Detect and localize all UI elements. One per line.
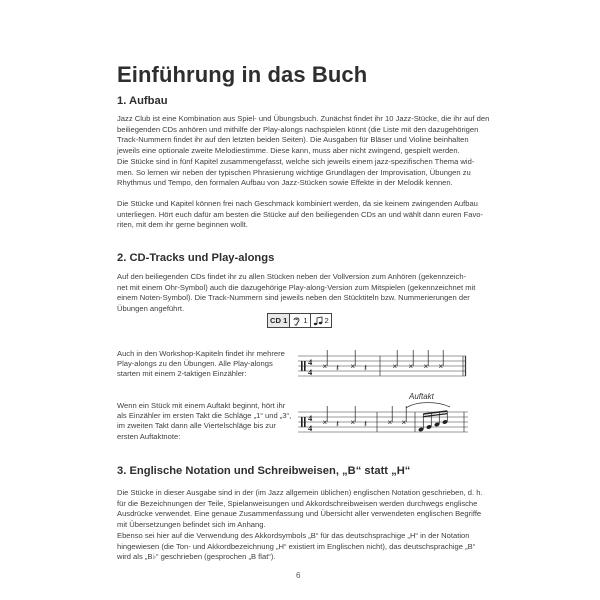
text-line: mit Übersetzungen befindet sich im Anhang. [117, 520, 266, 530]
text-line: als Einzähler im ersten Takt die Schläge „1“ und „3“, [117, 411, 292, 421]
cd-label: CD 1 [268, 314, 290, 327]
svg-text:×: × [322, 362, 328, 371]
svg-text:×: × [438, 362, 444, 371]
svg-text:4: 4 [308, 413, 313, 423]
count-in-staff [298, 344, 468, 384]
paragraph-notation [117, 488, 487, 563]
time-signature [308, 357, 313, 377]
svg-text:×: × [387, 418, 393, 427]
svg-text:×: × [322, 418, 328, 427]
playalong-track-number: 2 [324, 316, 329, 325]
paragraph-cd-tracks [117, 272, 487, 315]
text-line: einem Noten-Symbol). Die Track-Nummern sind jeweils neben den Stücktiteln bzw. Nummerierungen der [117, 293, 470, 303]
text-line: beiliegenden CDs anhören und mithilfe der Play-alongs nachspielen könnt (die Liste mit den dazugehörigen [117, 124, 479, 134]
time-signature [308, 413, 313, 433]
text-line: Die Stücke und Kapitel können frei nach Geschmack kombiniert werden, da sie keinem zwingenden Aufbau [117, 199, 478, 208]
text-line: Ebenso sei hier auf die Verwendung des Akkordsymbols „B“ für das deutschsprachige „H“ in der Notation [117, 530, 470, 540]
svg-text:4: 4 [308, 423, 313, 433]
listen-track-number: 1 [303, 316, 308, 325]
paragraph-upbeat [117, 401, 302, 442]
svg-text:×: × [408, 362, 414, 371]
svg-text:𝄽: 𝄽 [336, 363, 340, 374]
text-line: Auf den beiliegenden CDs findet ihr zu allen Stücken neben der Vollversion zum Anhören (gekennzeich- [117, 272, 467, 281]
text-line: Ausdrücke verwendet. Eine genaue Zusammenfassung und Übersicht aller verwendeten englischen Begriffe [117, 509, 482, 519]
cross-notes [323, 350, 444, 371]
page-title: Einführung in das Buch [117, 62, 368, 87]
music-notes-icon [313, 316, 323, 326]
section-heading-aufbau: 1. Aufbau [117, 95, 168, 107]
svg-text:×: × [350, 362, 356, 371]
text-line: riten, mit dem ihr gerne beginnen wollt. [117, 220, 248, 230]
section-heading-cd-tracks: 2. CD-Tracks und Play-alongs [117, 252, 275, 264]
ear-icon [292, 316, 301, 326]
text-line: Die Stücke in dieser Ausgabe sind in der (im Jazz allgemein üblichen) englischen Notation geschrieben, d. h. [117, 488, 483, 497]
listen-track [290, 314, 309, 327]
svg-text:×: × [401, 418, 407, 427]
text-line: starten mit einem 2-taktigen Einzähler: [117, 369, 247, 379]
svg-text:4: 4 [308, 367, 313, 377]
text-line: für die Bezeichnungen der Teile, Spielanweisungen und Akkordschreibweisen werden durchwegs englische [117, 498, 478, 508]
svg-text:𝄽: 𝄽 [364, 419, 368, 430]
text-line: hingewiesen (die Ton- und Akkordbezeichnung „H“ existiert im Englischen nicht), das deutschsprachige „B“ [117, 541, 476, 551]
page-number: 6 [296, 571, 301, 580]
svg-text:×: × [350, 418, 356, 427]
svg-text:×: × [423, 362, 429, 371]
upbeat-notes [418, 411, 448, 432]
cd-track-indicator [267, 313, 332, 328]
text-line: Die Stücke sind in fünf Kapitel zusammengefasst, welche sich jeweils einem jazz-spezifischen Thema wid- [117, 156, 475, 166]
paragraph-aufbau-1 [117, 114, 490, 189]
auftakt-bracket [406, 403, 450, 408]
text-line: Play-alongs zu den Übungen. Alle Play-alongs [117, 359, 273, 369]
text-line: wird als „B♭“ geschrieben (gesprochen „B flat“). [117, 552, 276, 562]
text-line: Auch in den Workshop-Kapiteln findet ihr mehrere [117, 349, 285, 358]
svg-text:𝄽: 𝄽 [336, 419, 340, 430]
text-line: Track-Nummern findet ihr auf den letzten beiden Seiten). Die Ausgaben für Bläser und Violine beinhalten [117, 135, 469, 145]
svg-text:×: × [392, 362, 398, 371]
playalong-track [310, 314, 331, 327]
section-heading-notation: 3. Englische Notation und Schreibweisen, „B“ statt „H“ [117, 465, 411, 477]
text-line: Rhythmus und Tempo, den formalen Aufbau von Jazz-Stücken sowie Effekte in der Melodik kennen. [117, 178, 453, 188]
text-line: ersten Auftaktnote: [117, 431, 181, 441]
text-line: Jazz Club ist eine Kombination aus Spiel- und Übungsbuch. Zunächst findet ihr 10 Jazz-Stücke, die ihr auf den [117, 114, 490, 123]
text-line: im zweiten Takt dann alle Viertelschläge bis zur [117, 421, 276, 431]
paragraph-aufbau-2 [117, 199, 487, 231]
text-line: Wenn ein Stück mit einem Auftakt beginnt, hört ihr [117, 401, 286, 410]
text-line: jeweils eine optionale zweite Melodiestimme. Diese kann, muss aber nicht zwingend, gespielt werden. [117, 146, 460, 156]
svg-text:4: 4 [308, 357, 313, 367]
auftakt-label: Auftakt [409, 392, 434, 401]
text-line: men. So lernen wir neben der typischen Phrasierung wichtige Grundlagen der Improvisation, Übungen zu [117, 167, 471, 177]
upbeat-staff [298, 398, 470, 442]
paragraph-workshop [117, 349, 302, 380]
text-line: unterliegen. Hört euch dafür am besten die Stücke auf den beiliegenden CDs an und wählt dann euren Favo- [117, 209, 484, 219]
text-line: net mit einem Ohr-Symbol) auch die dazugehörige Play-along-Version zum Mitspielen (gekennzeichnet mit [117, 282, 476, 292]
svg-text:𝄽: 𝄽 [364, 363, 368, 374]
text-line: Übungen angeführt. [117, 304, 185, 314]
